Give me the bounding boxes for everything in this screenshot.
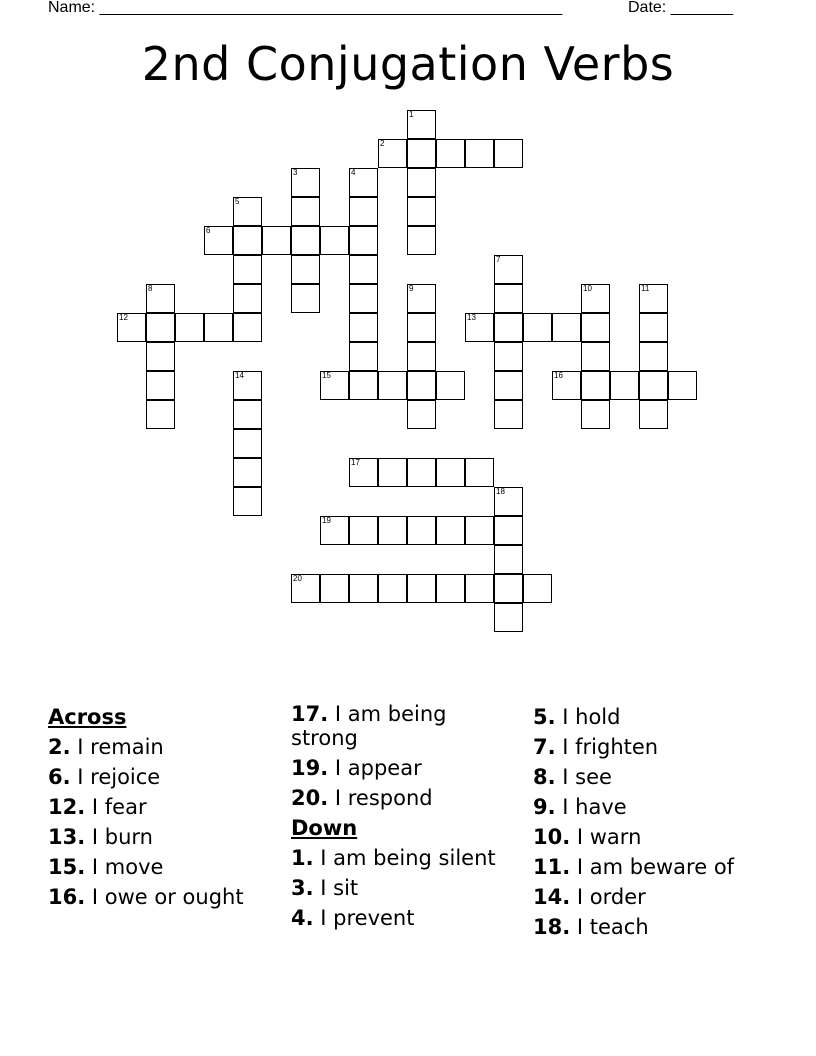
crossword-cell[interactable]: [436, 458, 465, 487]
cell-number: 16: [554, 371, 563, 380]
crossword-cell[interactable]: [349, 458, 378, 487]
crossword-cell[interactable]: [233, 458, 262, 487]
crossword-cell[interactable]: [117, 313, 146, 342]
cell-number: 1: [409, 110, 414, 119]
cell-number: 8: [148, 284, 153, 293]
clue-down-10: 10. I warn: [533, 825, 642, 849]
crossword-cell[interactable]: [233, 284, 262, 313]
clue-down-3: 3. I sit: [291, 876, 359, 900]
crossword-cell[interactable]: [494, 574, 523, 603]
crossword-cell[interactable]: [581, 371, 610, 400]
clue-down-11: 11. I am beware of: [533, 855, 735, 879]
crossword-cell[interactable]: [407, 110, 436, 139]
crossword-cell[interactable]: [668, 371, 697, 400]
crossword-cell[interactable]: [349, 284, 378, 313]
crossword-cell[interactable]: [465, 313, 494, 342]
name-field[interactable]: Name: ____________________________________________________: [48, 0, 563, 16]
crossword-cell[interactable]: [407, 400, 436, 429]
crossword-cell[interactable]: [262, 226, 291, 255]
crossword-cell[interactable]: [349, 313, 378, 342]
clue-column-3: [533, 702, 793, 942]
cell-number: 2: [380, 139, 385, 148]
crossword-cell[interactable]: [581, 400, 610, 429]
crossword-cell[interactable]: [465, 139, 494, 168]
clue-down-4: 4. I prevent: [291, 906, 415, 930]
crossword-cell[interactable]: [494, 545, 523, 574]
crossword-cell[interactable]: [233, 226, 262, 255]
crossword-cell[interactable]: [233, 487, 262, 516]
crossword-cell[interactable]: [349, 255, 378, 284]
clue-down-1: 1. I am being silent: [291, 846, 496, 870]
crossword-cell[interactable]: [407, 371, 436, 400]
crossword-cell[interactable]: [291, 168, 320, 197]
clue-column-1: [48, 702, 288, 912]
cell-number: 10: [583, 284, 592, 293]
crossword-cell[interactable]: [349, 226, 378, 255]
crossword-cell[interactable]: [407, 168, 436, 197]
crossword-cell[interactable]: [436, 371, 465, 400]
clue-across-15: 15. I move: [48, 855, 164, 879]
crossword-cell[interactable]: [465, 516, 494, 545]
clue-across-13: 13. I burn: [48, 825, 153, 849]
date-field[interactable]: Date: _______: [628, 0, 733, 16]
crossword-cell[interactable]: [494, 313, 523, 342]
crossword-cell[interactable]: [552, 313, 581, 342]
crossword-cell[interactable]: [378, 139, 407, 168]
crossword-cell[interactable]: [494, 603, 523, 632]
crossword-cell[interactable]: [146, 371, 175, 400]
crossword-cell[interactable]: [291, 226, 320, 255]
clue-down-9: 9. I have: [533, 795, 627, 819]
crossword-cell[interactable]: [494, 284, 523, 313]
crossword-cell[interactable]: [639, 313, 668, 342]
clue-down-18: 18. I teach: [533, 915, 649, 939]
across-heading: Across: [48, 705, 127, 729]
clue-column-2: [291, 702, 511, 933]
crossword-cell[interactable]: [494, 139, 523, 168]
crossword-cell[interactable]: [407, 197, 436, 226]
clue-down-8: 8. I see: [533, 765, 612, 789]
cell-number: 12: [119, 313, 128, 322]
crossword-cell[interactable]: [175, 313, 204, 342]
cell-number: 20: [293, 574, 302, 583]
crossword-cell[interactable]: [465, 574, 494, 603]
crossword-cell[interactable]: [494, 487, 523, 516]
cell-number: 9: [409, 284, 414, 293]
clue-across-12: 12. I fear: [48, 795, 147, 819]
cell-number: 11: [641, 284, 650, 293]
cell-number: 5: [235, 197, 240, 206]
crossword-cell[interactable]: [291, 197, 320, 226]
cell-number: 4: [351, 168, 356, 177]
clue-across-19: 19. I appear: [291, 756, 422, 780]
cell-number: 7: [496, 255, 501, 264]
crossword-cell[interactable]: [349, 371, 378, 400]
page-title: 2nd Conjugation Verbs: [141, 37, 675, 91]
crossword-cell[interactable]: [581, 284, 610, 313]
crossword-cell[interactable]: [233, 429, 262, 458]
crossword-cell[interactable]: [639, 400, 668, 429]
clue-down-7: 7. I frighten: [533, 735, 659, 759]
crossword-cell[interactable]: [320, 226, 349, 255]
crossword-cell[interactable]: [639, 342, 668, 371]
crossword-cell[interactable]: [204, 226, 233, 255]
cell-number: 6: [206, 226, 211, 235]
crossword-cell[interactable]: [436, 516, 465, 545]
crossword-cell[interactable]: [146, 284, 175, 313]
crossword-cell[interactable]: [610, 371, 639, 400]
crossword-cell[interactable]: [581, 342, 610, 371]
crossword-cell[interactable]: [407, 284, 436, 313]
clue-down-5: 5. I hold: [533, 705, 621, 729]
cell-number: 14: [235, 371, 244, 380]
crossword-cell[interactable]: [407, 516, 436, 545]
crossword-cell[interactable]: [494, 255, 523, 284]
crossword-cell[interactable]: [436, 139, 465, 168]
crossword-cell[interactable]: [639, 284, 668, 313]
crossword-cell[interactable]: [378, 574, 407, 603]
cell-number: 13: [467, 313, 476, 322]
crossword-cell[interactable]: [291, 574, 320, 603]
crossword-cell[interactable]: [552, 371, 581, 400]
crossword-cell[interactable]: [349, 168, 378, 197]
clue-across-20: 20. I respond: [291, 786, 433, 810]
clue-across-2: 2. I remain: [48, 735, 164, 759]
crossword-cell[interactable]: [494, 371, 523, 400]
crossword-cell[interactable]: [407, 226, 436, 255]
crossword-cell[interactable]: [494, 400, 523, 429]
crossword-cell[interactable]: [465, 458, 494, 487]
crossword-cell[interactable]: [349, 574, 378, 603]
crossword-cell[interactable]: [407, 574, 436, 603]
crossword-cell[interactable]: [233, 197, 262, 226]
cell-number: 19: [322, 516, 331, 525]
crossword-cell[interactable]: [639, 371, 668, 400]
cell-number: 17: [351, 458, 360, 467]
crossword-cell[interactable]: [204, 313, 233, 342]
crossword-cell[interactable]: [233, 313, 262, 342]
crossword-cell[interactable]: [320, 371, 349, 400]
crossword-cell[interactable]: [581, 313, 610, 342]
crossword-cell[interactable]: [146, 400, 175, 429]
crossword-cell[interactable]: [378, 516, 407, 545]
crossword-cell[interactable]: [407, 139, 436, 168]
cell-number: 18: [496, 487, 505, 496]
crossword-cell[interactable]: [407, 342, 436, 371]
crossword-cell[interactable]: [291, 284, 320, 313]
cell-number: 15: [322, 371, 331, 380]
clue-across-16: 16. I owe or ought: [48, 885, 244, 909]
crossword-cell[interactable]: [494, 342, 523, 371]
down-heading: Down: [291, 816, 358, 840]
crossword-cell[interactable]: [233, 371, 262, 400]
crossword-cell[interactable]: [378, 458, 407, 487]
crossword-cell[interactable]: [407, 313, 436, 342]
crossword-cell[interactable]: [146, 342, 175, 371]
crossword-cell[interactable]: [407, 458, 436, 487]
crossword-cell[interactable]: [320, 574, 349, 603]
clue-across-17: 17. I am being strong: [291, 702, 447, 750]
clue-across-6: 6. I rejoice: [48, 765, 161, 789]
crossword-cell[interactable]: [349, 342, 378, 371]
crossword-cell[interactable]: [349, 516, 378, 545]
crossword-cell[interactable]: [146, 313, 175, 342]
clue-down-14: 14. I order: [533, 885, 646, 909]
crossword-cell[interactable]: [436, 574, 465, 603]
crossword-cell[interactable]: [233, 400, 262, 429]
crossword-cell[interactable]: [320, 516, 349, 545]
crossword-cell[interactable]: [291, 255, 320, 284]
crossword-cell[interactable]: [523, 574, 552, 603]
crossword-cell[interactable]: [494, 516, 523, 545]
cell-number: 3: [293, 168, 298, 177]
crossword-cell[interactable]: [378, 371, 407, 400]
crossword-cell[interactable]: [349, 197, 378, 226]
crossword-cell[interactable]: [523, 313, 552, 342]
crossword-cell[interactable]: [233, 255, 262, 284]
